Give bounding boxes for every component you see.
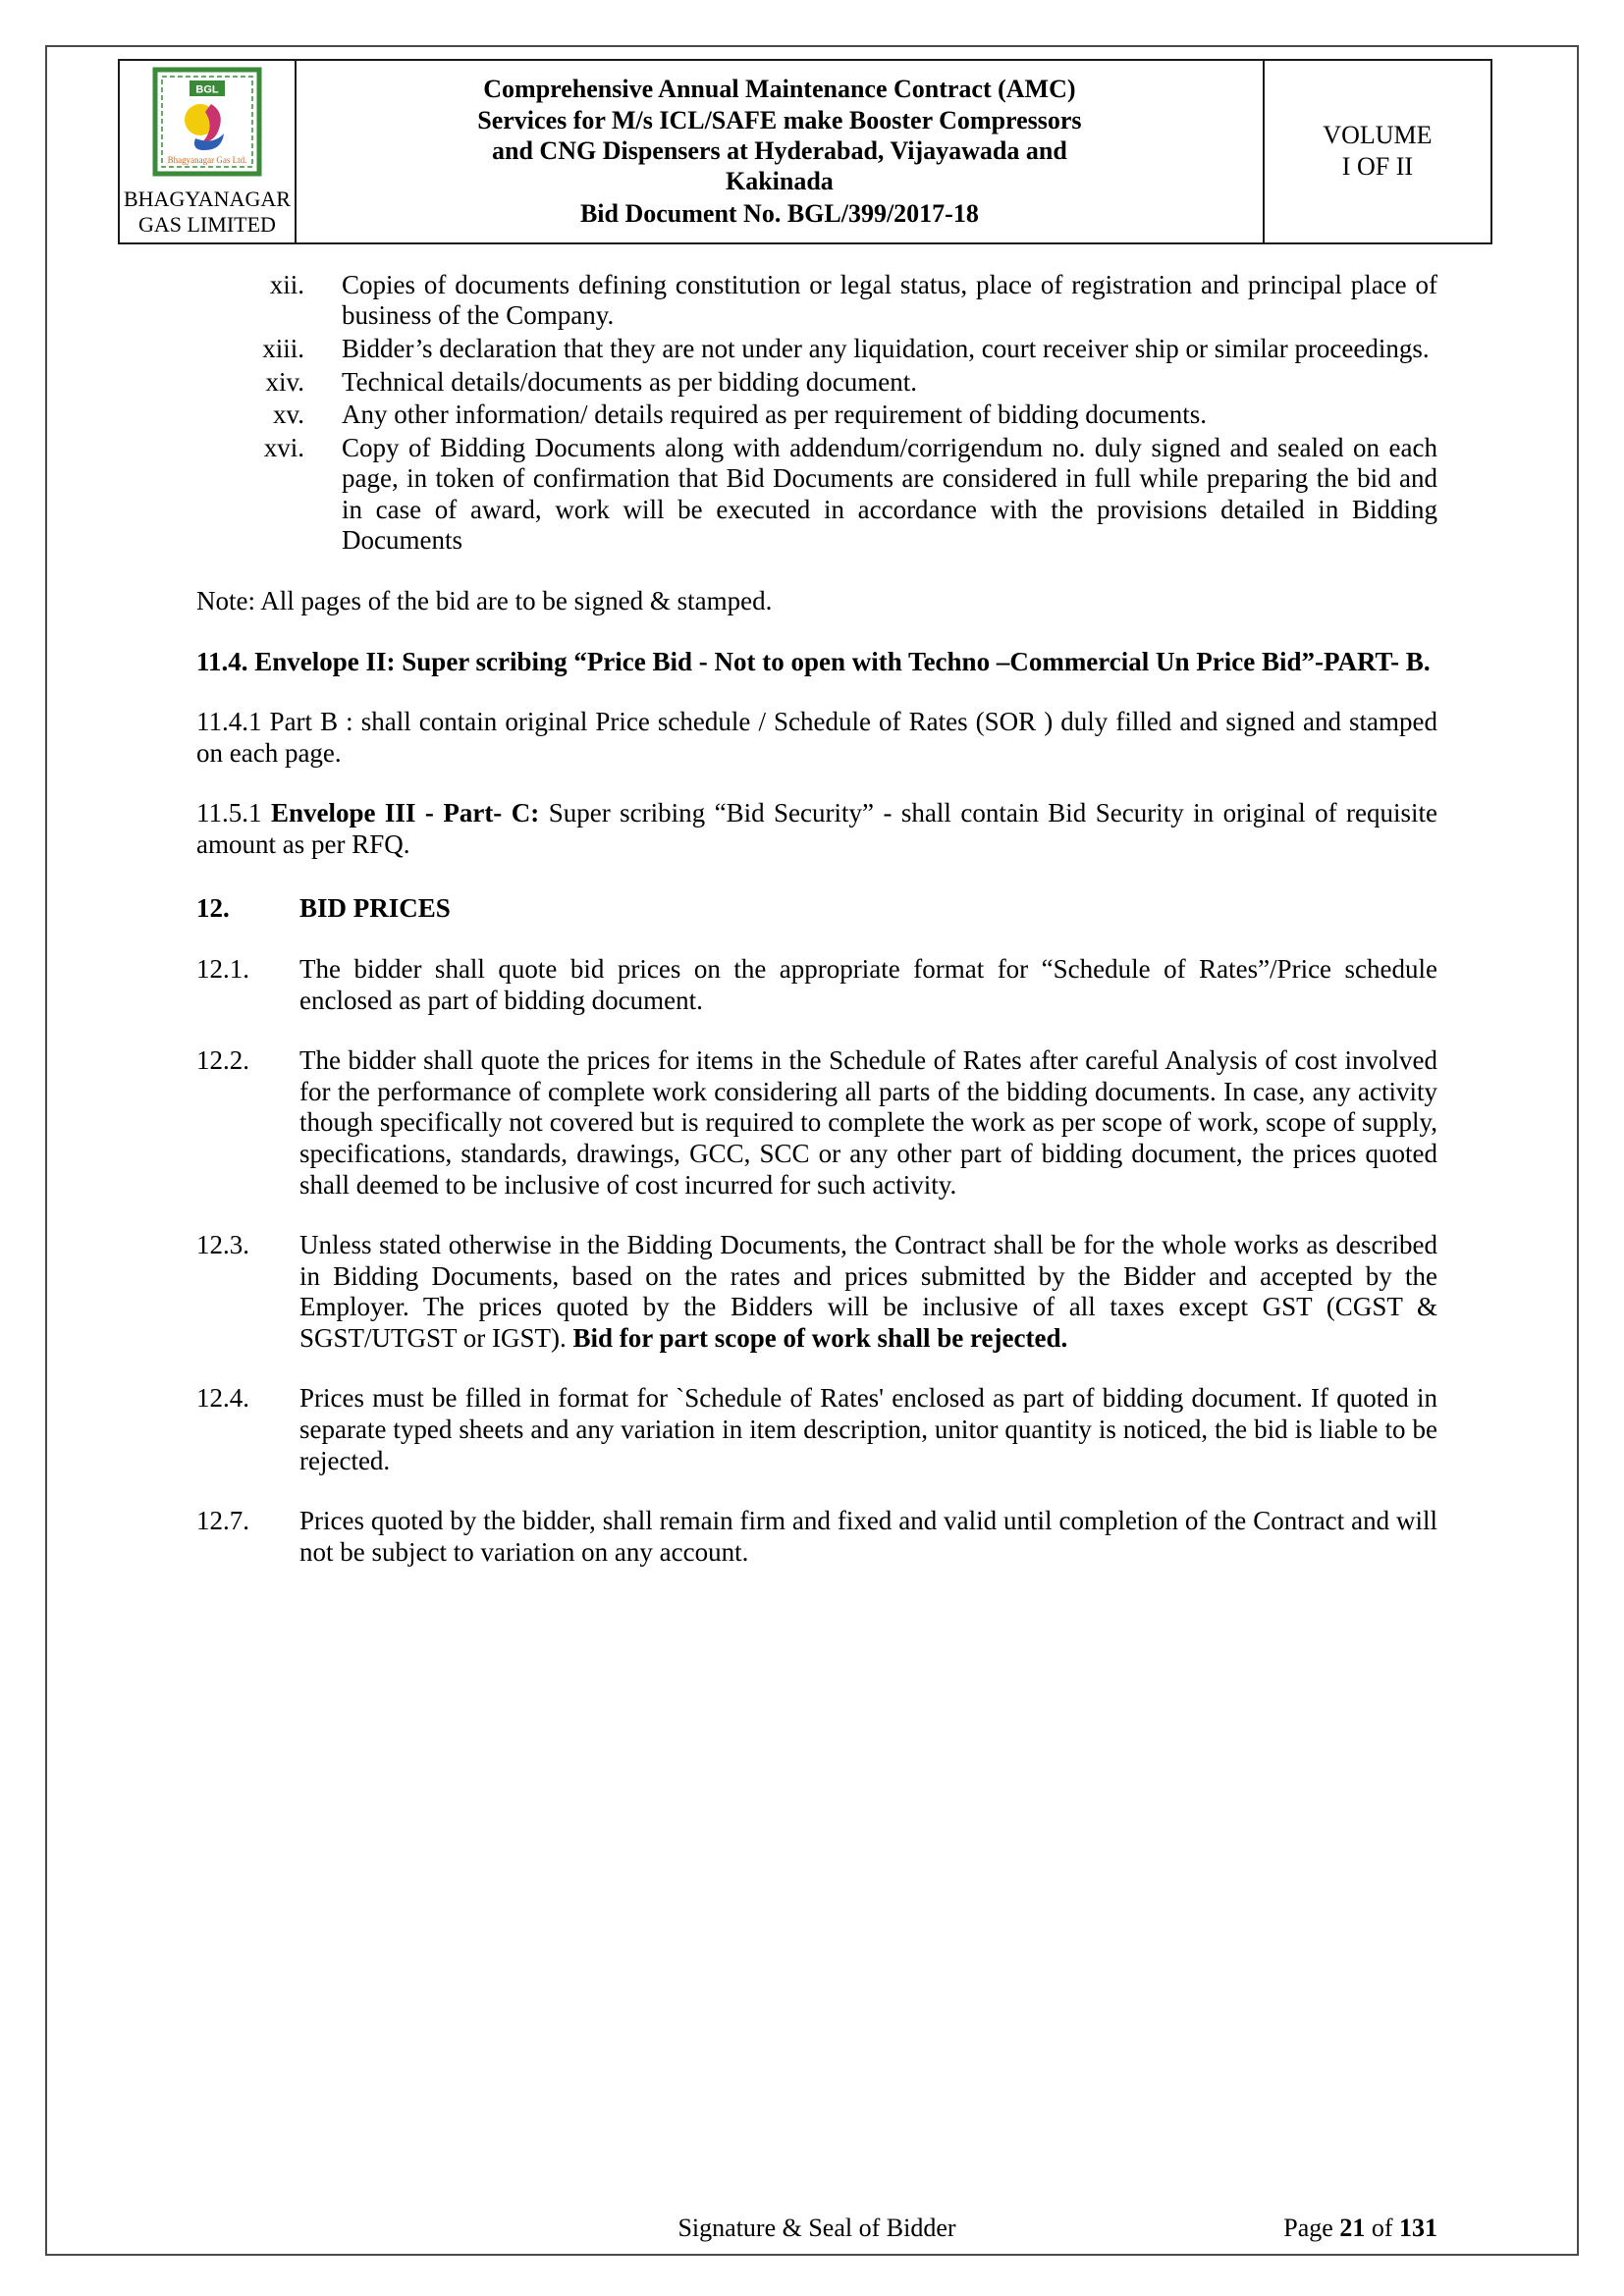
signature-label: Signature & Seal of Bidder (677, 2214, 956, 2242)
section-12-heading (196, 893, 1437, 925)
list-item (196, 400, 1437, 431)
logo-cell (119, 60, 296, 243)
logo-abbr-text: BGL (195, 83, 219, 96)
list-text: Bidder’s declaration that they are not under any liquidation, court receiver ship or similar proceedings. (342, 333, 1430, 363)
bid-document-number: Bid Document No. BGL/399/2017-18 (579, 199, 979, 229)
list-item (196, 367, 1437, 399)
section-12-2-number: 12.2. (196, 1045, 249, 1076)
section-11-5-1-title: Envelope III - Part- C: (270, 798, 540, 828)
document-title-line: and CNG Dispensers at Hyderabad, Vijayawada and (492, 135, 1067, 165)
list-number: xiv. (265, 366, 304, 397)
list-text: Any other information/ details required as per requirement of bidding documents. (342, 400, 1208, 430)
document-title-line: Services for M/s ICL/SAFE make Booster Compressors (477, 105, 1082, 134)
list-item (196, 334, 1437, 365)
org-name-line1: BHAGYANAGAR (124, 187, 291, 211)
section-12-1-paragraph (196, 954, 1437, 1016)
section-12-1-text: The bidder shall quote bid prices on the appropriate format for “Schedule of Rates”/Price schedule enclosed as part of bidding document. (299, 954, 1437, 1015)
section-12-7-paragraph (196, 1506, 1437, 1568)
section-12-3-text: Unless stated otherwise in the Bidding Documents, the Contract shall be for the whole works as described in Bidding Documents, based on the rates and prices submitted by the Bidder and accepted by the Employer. The prices quoted by the Bidders will be inclusive of all taxes except GST (CGST & SGST/UTGST or IGST). (299, 1230, 1437, 1353)
section-12-7-text: Prices quoted by the bidder, shall remain firm and fixed and valid until completion of the Contract and will not be subject to variation on any account. (299, 1506, 1437, 1567)
section-12-title: BID PRICES (299, 893, 451, 924)
title-cell (296, 60, 1264, 243)
note-paragraph: Note: All pages of the bid are to be signed & stamped. (196, 585, 773, 615)
list-text: Technical details/documents as per bidding document. (342, 366, 917, 397)
section-12-number: 12. (196, 893, 230, 924)
section-11-4-heading: 11.4. Envelope II: Super scribing “Price Bid - Not to open with Techno –Commercial Un Price Bid”-PART- B. (196, 646, 1431, 676)
page-of: of (1365, 2214, 1399, 2242)
section-12-4-text: Prices must be filled in format for `Schedule of Rates' enclosed as part of bidding document. If quoted in separate typed sheets and any variation in item description, unitor quantity is noticed, the bid is liable to be rejected. (299, 1383, 1437, 1475)
section-12-3-bold-text: Bid for part scope of work shall be rejected. (572, 1322, 1068, 1353)
section-12-3-number: 12.3. (196, 1230, 249, 1260)
volume-line1: VOLUME (1323, 120, 1433, 149)
section-12-1-number: 12.1. (196, 954, 249, 985)
section-12-2-paragraph (196, 1045, 1437, 1201)
header-table (118, 59, 1492, 244)
page-number (1283, 2214, 1437, 2243)
section-11-5-1-text: Super scribing “Bid Security” - shall contain Bid Security in original of requisite amount as per RFQ. (196, 798, 1437, 859)
org-name (124, 187, 291, 239)
page-current: 21 (1339, 2214, 1366, 2242)
page-total: 131 (1399, 2214, 1437, 2242)
company-logo-icon (152, 67, 262, 177)
page-footer (196, 2214, 1437, 2247)
section-12-2-text: The bidder shall quote the prices for items in the Schedule of Rates after careful Analysis of cost involved for the performance of complete work considering all parts of the bidding documents. In case, any activity though specifically not covered but is required to complete the work as per scope of work, scope of supply, specifications, standards, drawings, GCC, SCC or any other part of bidding document, the prices quoted shall deemed to be inclusive of cost incurred for such activity. (299, 1045, 1437, 1200)
document-title-line: Kakinada (725, 166, 834, 195)
section-12-4-number: 12.4. (196, 1383, 249, 1414)
list-number: xiii. (262, 333, 304, 363)
list-number: xvi. (263, 432, 304, 462)
header-row (119, 60, 1491, 243)
org-name-line2: GAS LIMITED (137, 212, 276, 238)
page-prefix: Page (1283, 2214, 1340, 2242)
logo-caption: Bhagyanagar Gas Ltd. (167, 155, 247, 165)
list-text: Copies of documents defining constitution or legal status, place of registration and principal place of business of the Company. (342, 269, 1437, 331)
section-12-4-paragraph (196, 1383, 1437, 1476)
section-11-4-1-paragraph: 11.4.1 Part B : shall contain original Price schedule / Schedule of Rates (SOR ) duly filled and signed and stamped on each page. (196, 707, 1437, 768)
list-item (196, 270, 1437, 332)
document-title-line: Comprehensive Annual Maintenance Contract (AMC) (483, 75, 1076, 104)
list-item (196, 433, 1437, 557)
section-11-5-1-number: 11.5.1 (196, 798, 271, 828)
volume-line2: I OF II (1341, 152, 1414, 182)
list-number: xv. (273, 400, 304, 430)
volume-cell (1264, 60, 1491, 243)
section-12-7-number: 12.7. (196, 1506, 249, 1536)
list-number: xii. (269, 269, 304, 299)
section-12-3-paragraph (196, 1230, 1437, 1354)
list-text: Copy of Bidding Documents along with addendum/corrigendum no. duly signed and sealed on each page, in token of confirmation that Bid Documents are considered in full while preparing the bid and in case of award, work will be executed in accordance with the provisions detailed in Bidding Documents (342, 432, 1437, 556)
